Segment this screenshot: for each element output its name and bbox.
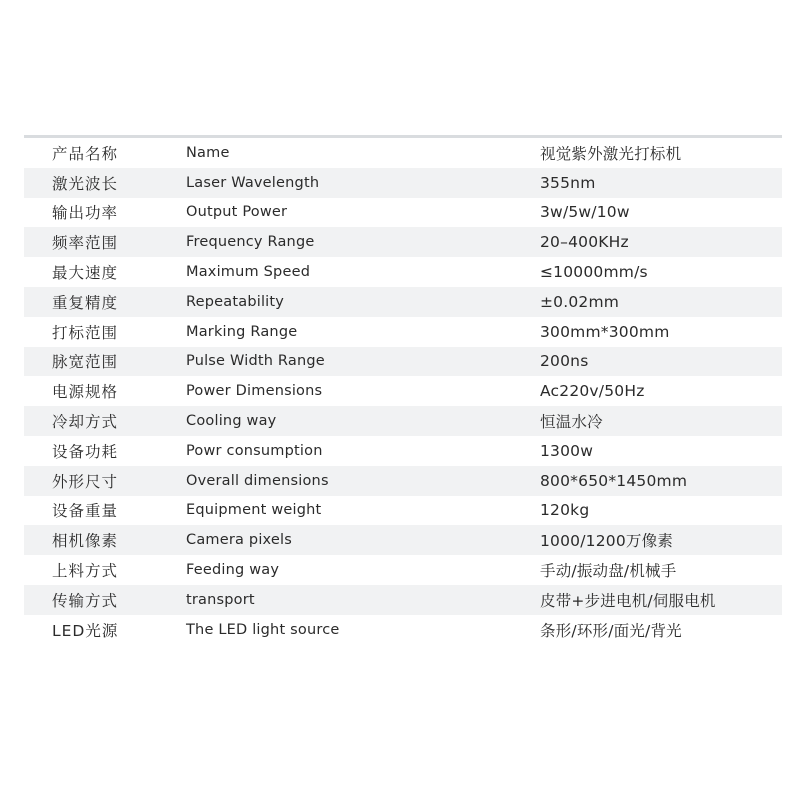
table-row [24, 555, 782, 585]
spec-label-en: Feeding way [186, 562, 280, 579]
spec-value: 条形/环形/面光/背光 [540, 621, 682, 640]
spec-label-cn: 激光波长 [52, 174, 119, 193]
spec-label-cn: 设备功耗 [52, 442, 119, 461]
spec-label-en: Equipment weight [186, 502, 322, 519]
spec-label-cn: 相机像素 [52, 532, 119, 551]
spec-value: 1300w [540, 441, 594, 460]
spec-value: 355nm [540, 173, 596, 192]
spec-label-cn: 外形尺寸 [52, 472, 119, 491]
spec-table [24, 135, 782, 645]
spec-label-cn: 重复精度 [52, 293, 119, 312]
spec-label-en: transport [186, 591, 255, 608]
spec-label-en: Pulse Width Range [186, 353, 325, 370]
spec-value: ≤10000mm/s [540, 263, 648, 282]
spec-label-cn: 冷却方式 [52, 413, 119, 432]
spec-label-en: Power Dimensions [186, 383, 323, 400]
spec-label-cn: 最大速度 [52, 264, 119, 283]
spec-value: 1000/1200万像素 [540, 532, 674, 551]
table-row [24, 466, 782, 496]
spec-label-cn: LED光源 [52, 621, 119, 640]
table-row [24, 615, 782, 645]
spec-value: 200ns [540, 352, 589, 371]
spec-value: 视觉紫外激光打标机 [540, 144, 682, 163]
table-row [24, 198, 782, 228]
spec-label-en: Name [186, 144, 230, 161]
table-row [24, 168, 782, 198]
spec-label-en: Camera pixels [186, 532, 292, 549]
spec-value: 120kg [540, 501, 590, 520]
spec-value: ±0.02mm [540, 292, 620, 311]
table-row [24, 138, 782, 168]
table-row [24, 406, 782, 436]
spec-label-en: Overall dimensions [186, 472, 329, 489]
table-row [24, 496, 782, 526]
table-row [24, 525, 782, 555]
spec-label-en: Powr consumption [186, 442, 323, 459]
table-row [24, 317, 782, 347]
table-row [24, 227, 782, 257]
spec-value: 恒温水冷 [540, 413, 603, 432]
table-row [24, 585, 782, 615]
spec-label-en: Output Power [186, 204, 288, 221]
spec-label-cn: 输出功率 [52, 204, 119, 223]
spec-label-cn: 传输方式 [52, 591, 119, 610]
spec-label-cn: 电源规格 [52, 383, 119, 402]
spec-label-cn: 上料方式 [52, 562, 119, 581]
table-row [24, 257, 782, 287]
spec-label-cn: 脉宽范围 [52, 353, 119, 372]
spec-label-cn: 设备重量 [52, 502, 119, 521]
spec-label-cn: 打标范围 [52, 323, 119, 342]
spec-value: 800*650*1450mm [540, 471, 688, 490]
spec-value: 300mm*300mm [540, 322, 670, 341]
table-row [24, 347, 782, 377]
spec-value: 3w/5w/10w [540, 203, 630, 222]
spec-value: 20–400KHz [540, 233, 629, 252]
table-row [24, 436, 782, 466]
spec-label-en: Laser Wavelength [186, 174, 320, 191]
spec-label-cn: 产品名称 [52, 144, 119, 163]
spec-value: Ac220v/50Hz [540, 382, 645, 401]
spec-label-en: Maximum Speed [186, 264, 311, 281]
spec-label-en: Cooling way [186, 413, 277, 430]
table-row [24, 287, 782, 317]
spec-label-en: Marking Range [186, 323, 298, 340]
spec-value: 手动/振动盘/机械手 [540, 562, 677, 581]
spec-label-en: Frequency Range [186, 234, 315, 251]
spec-label-cn: 频率范围 [52, 234, 119, 253]
spec-label-en: The LED light source [186, 621, 340, 638]
spec-value: 皮带+步进电机/伺服电机 [540, 591, 716, 610]
spec-label-en: Repeatability [186, 293, 285, 310]
table-row [24, 376, 782, 406]
